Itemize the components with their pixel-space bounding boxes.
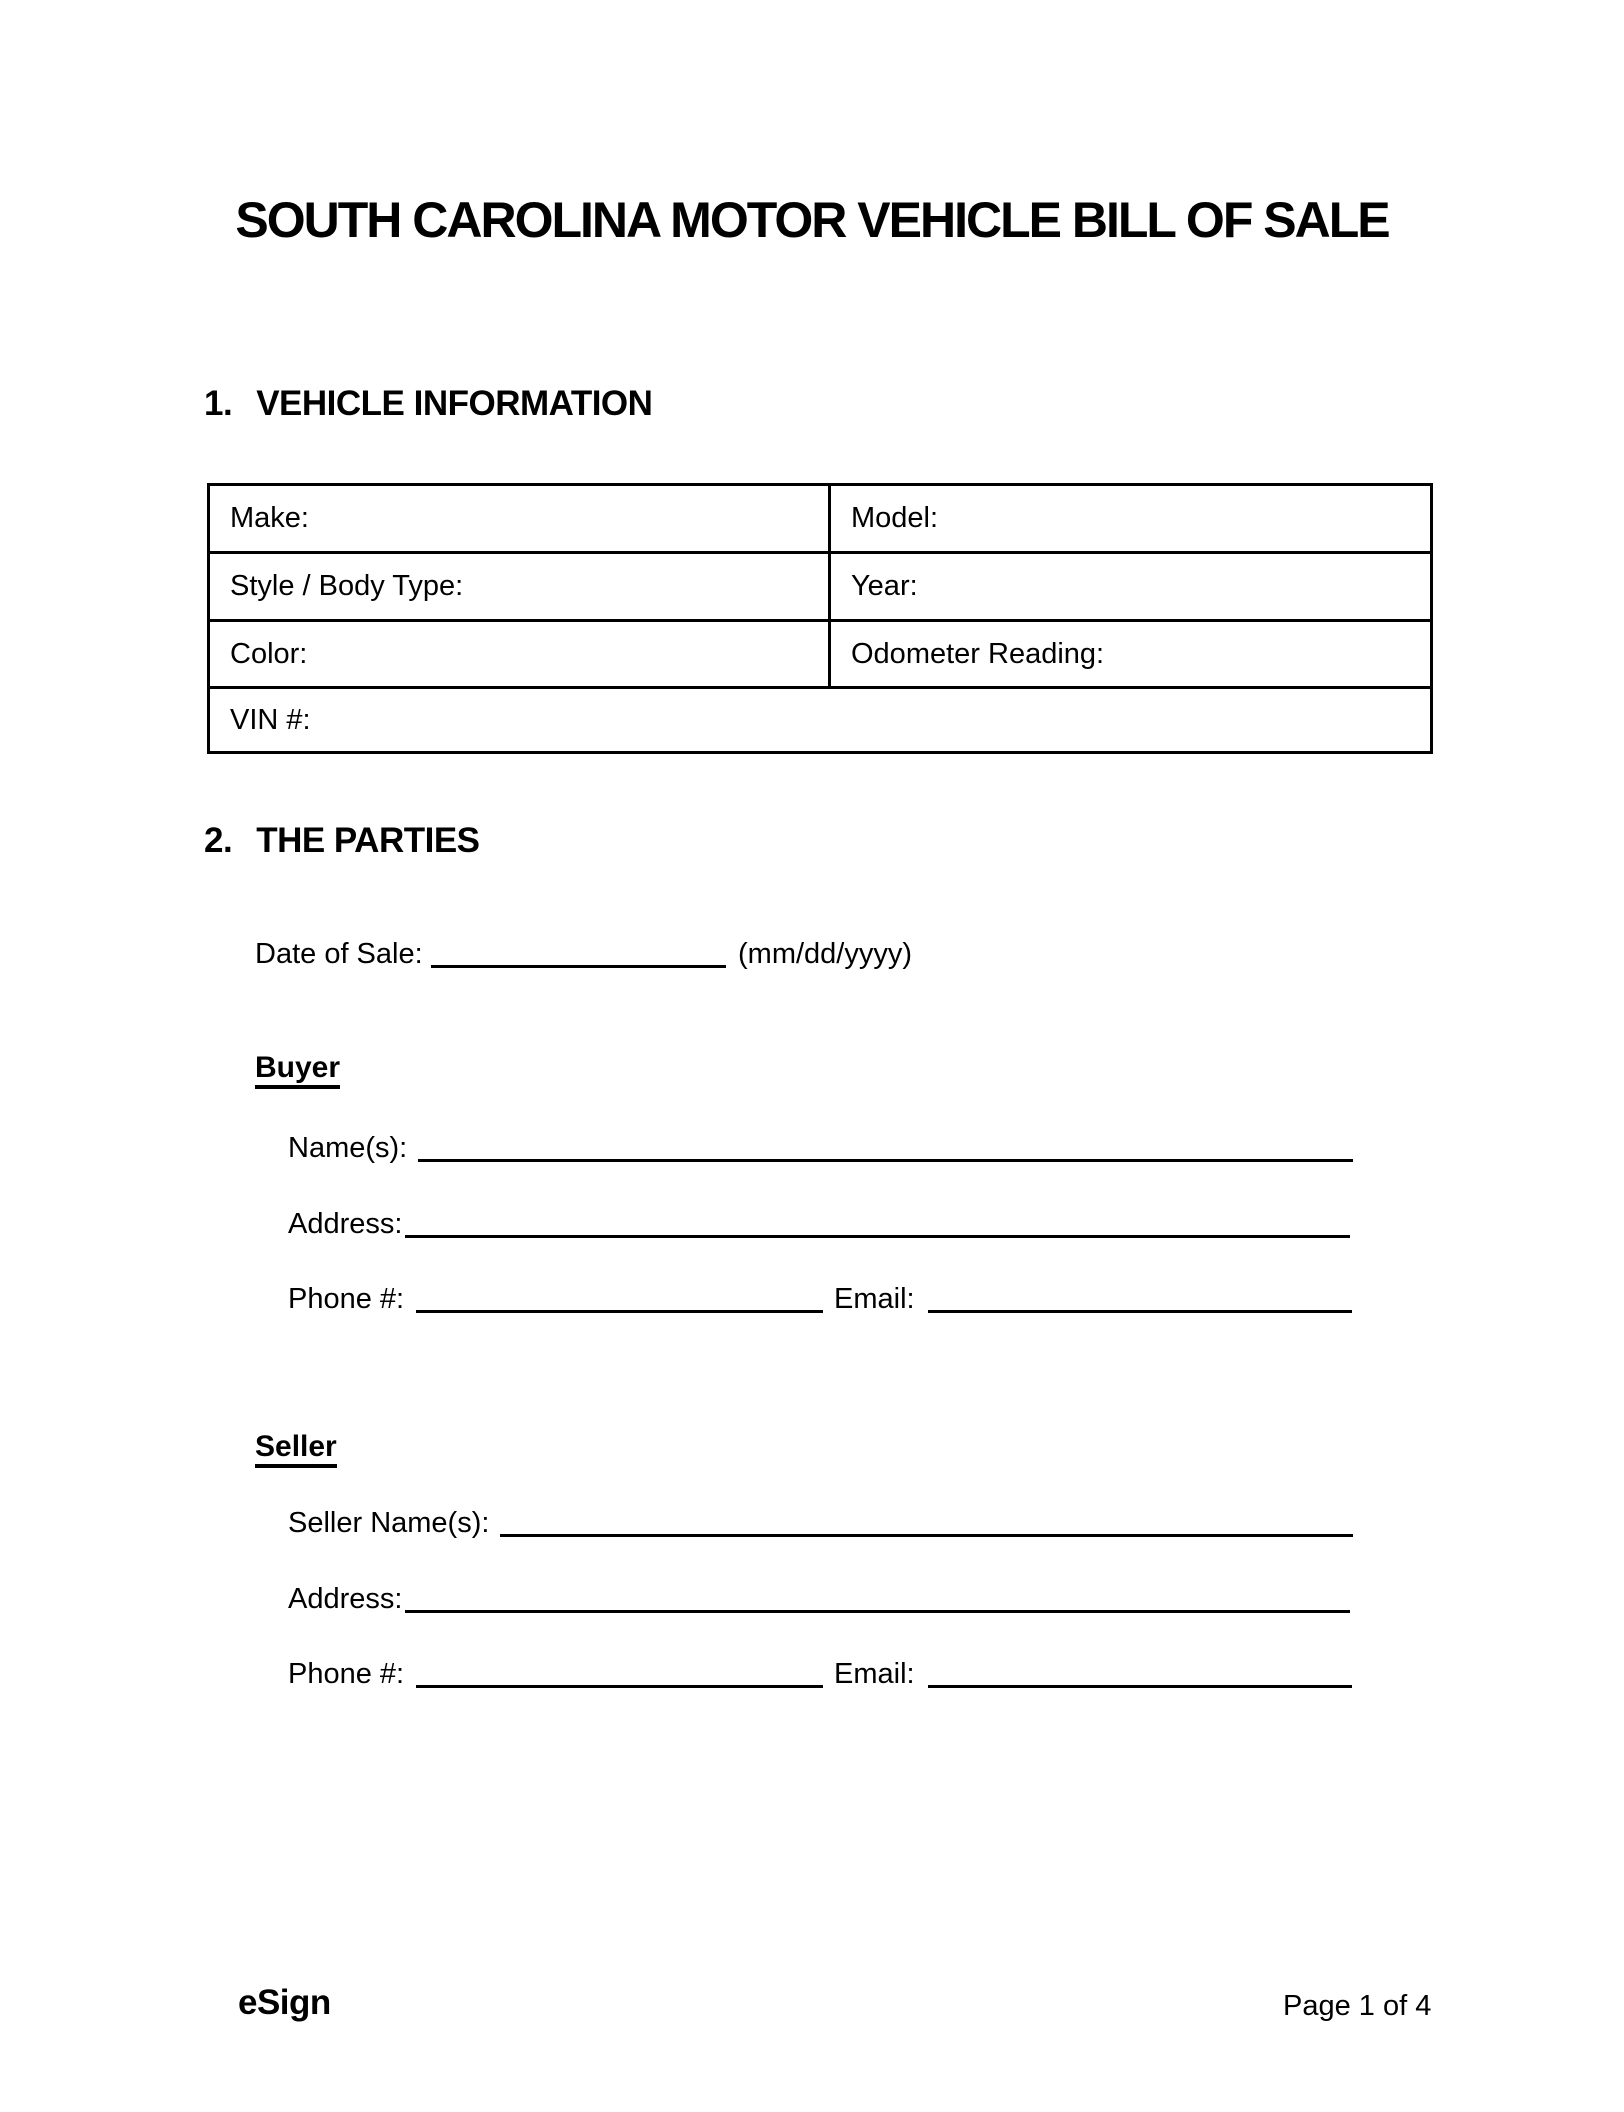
seller-name-field[interactable] bbox=[500, 1534, 1353, 1537]
make-field[interactable] bbox=[209, 485, 830, 553]
seller-heading: Seller bbox=[255, 1432, 337, 1468]
buyer-phone-email-row bbox=[288, 1285, 1352, 1314]
buyer-email-label: Email: bbox=[834, 1283, 915, 1315]
seller-name-row bbox=[288, 1509, 1353, 1538]
buyer-email-field[interactable] bbox=[928, 1310, 1352, 1313]
model-label: Model: bbox=[851, 502, 939, 534]
table-row bbox=[209, 688, 1432, 753]
color-field[interactable] bbox=[209, 621, 830, 688]
style-body-type-label: Style / Body Type: bbox=[230, 570, 464, 602]
buyer-phone-label: Phone #: bbox=[288, 1283, 405, 1315]
buyer-address-row bbox=[288, 1210, 1350, 1239]
buyer-name-row bbox=[288, 1134, 1353, 1163]
seller-address-label: Address: bbox=[288, 1583, 403, 1615]
seller-email-field[interactable] bbox=[928, 1685, 1352, 1688]
section-number: 1. bbox=[204, 384, 233, 423]
vin-label: VIN #: bbox=[230, 703, 311, 736]
buyer-name-field[interactable] bbox=[418, 1159, 1353, 1162]
style-body-type-field[interactable] bbox=[209, 553, 830, 621]
page-indicator: Page 1 of 4 bbox=[1283, 1990, 1432, 2022]
seller-address-field[interactable] bbox=[405, 1610, 1350, 1613]
table-row bbox=[209, 553, 1432, 621]
vehicle-info-table bbox=[207, 483, 1433, 754]
odometer-label: Odometer Reading: bbox=[851, 637, 1105, 670]
seller-name-label: Seller Name(s): bbox=[288, 1507, 490, 1539]
seller-address-row bbox=[288, 1585, 1350, 1614]
section-title: THE PARTIES bbox=[256, 821, 480, 860]
table-row bbox=[209, 485, 1432, 553]
section-heading-vehicle-information bbox=[204, 386, 652, 422]
section-number: 2. bbox=[204, 821, 233, 860]
section-heading-the-parties bbox=[204, 823, 480, 859]
make-label: Make: bbox=[230, 502, 309, 534]
date-of-sale-row bbox=[255, 940, 912, 969]
date-format-hint: (mm/dd/yyyy) bbox=[738, 938, 912, 970]
vin-field[interactable] bbox=[209, 688, 1432, 753]
year-field[interactable] bbox=[830, 553, 1432, 621]
seller-phone-label: Phone #: bbox=[288, 1658, 405, 1690]
date-of-sale-field[interactable] bbox=[431, 965, 726, 968]
odometer-field[interactable] bbox=[830, 621, 1432, 688]
seller-phone-field[interactable] bbox=[416, 1685, 823, 1688]
date-of-sale-label: Date of Sale: bbox=[255, 938, 423, 970]
color-label: Color: bbox=[230, 637, 308, 670]
document-title: SOUTH CAROLINA MOTOR VEHICLE BILL OF SALE bbox=[235, 192, 1389, 248]
seller-phone-email-row bbox=[288, 1660, 1352, 1689]
table-row bbox=[209, 621, 1432, 688]
buyer-address-field[interactable] bbox=[405, 1235, 1350, 1238]
section-title: VEHICLE INFORMATION bbox=[256, 384, 653, 423]
buyer-heading: Buyer bbox=[255, 1053, 340, 1089]
buyer-phone-field[interactable] bbox=[416, 1310, 823, 1313]
buyer-address-label: Address: bbox=[288, 1208, 403, 1240]
seller-email-label: Email: bbox=[834, 1658, 915, 1690]
buyer-name-label: Name(s): bbox=[288, 1132, 408, 1164]
esign-logo: eSign bbox=[238, 1983, 331, 2022]
model-field[interactable] bbox=[830, 485, 1432, 553]
year-label: Year: bbox=[851, 570, 918, 602]
